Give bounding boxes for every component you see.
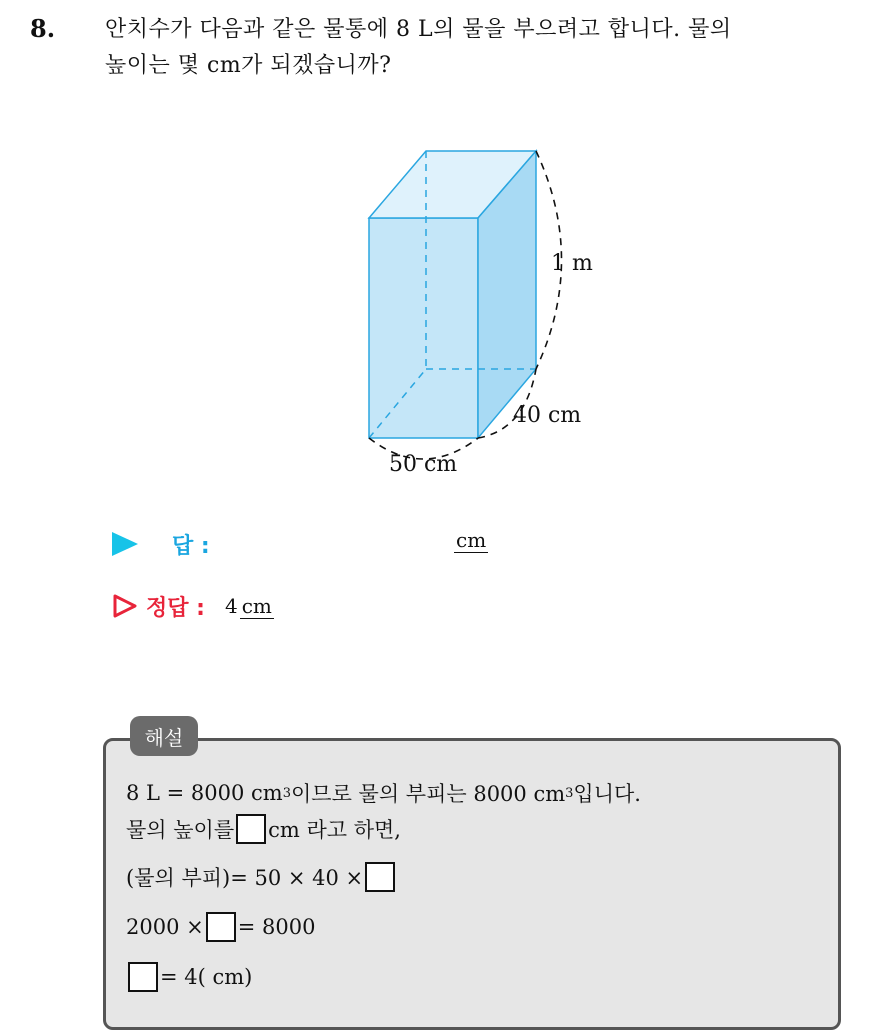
exp-l4-b: = 8000 [237,915,316,939]
exp-l5-b: = 4( cm) [160,965,253,989]
correct-answer-row [112,590,274,622]
tank-front-face [369,218,478,438]
explanation-line-2 [126,814,401,844]
answer-unit: cm [456,528,487,552]
exp-l1-c: 입니다. [573,782,641,806]
exp-l1-sup2: 3 [565,785,574,801]
play-outline-icon [112,593,138,619]
play-icon [112,532,138,556]
exp-l3-a: (물의 부피)= 50 × 40 × [126,866,364,890]
blank-box [206,912,236,942]
width-label: 50 cm [389,452,458,477]
question-text [105,12,865,84]
answer-blank[interactable] [454,528,488,552]
water-tank-figure [355,140,615,480]
correct-answer-label: 정답 : [146,595,205,621]
exp-l1-a: 8 L = 8000 cm [126,781,283,805]
exp-l4-a: 2000 × [126,915,204,939]
answer-label: 답 : [172,533,210,559]
correct-value-number: 4 [224,594,238,618]
explanation-line-3 [126,862,397,892]
explanation-line-5 [126,962,252,992]
blank-box [365,862,395,892]
exp-l2-a: 물의 높이를 [126,818,235,842]
blank-box [128,962,158,992]
correct-answer-value [225,594,274,618]
exp-l1-b: 이므로 물의 부피는 8000 cm [291,782,566,806]
correct-value-unit: cm [241,594,272,618]
depth-label: 40 cm [513,403,582,428]
explanation-line-1 [126,778,641,808]
explanation-line-4 [126,912,315,942]
exp-l1-sup: 3 [282,785,292,801]
answer-row [112,528,487,560]
question-text-line-1: 안치수가 다음과 같은 물통에 8 L의 물을 부으려고 합니다. 물의 [105,17,732,42]
question-text-line-2: 높이는 몇 cm가 되겠습니까? [105,53,392,78]
blank-box [236,814,266,844]
height-label: 1 m [551,251,593,276]
exp-l2-b: cm 라고 하면, [268,818,401,842]
explanation-tag: 해설 [130,716,198,756]
question-number: 8. [30,14,56,43]
